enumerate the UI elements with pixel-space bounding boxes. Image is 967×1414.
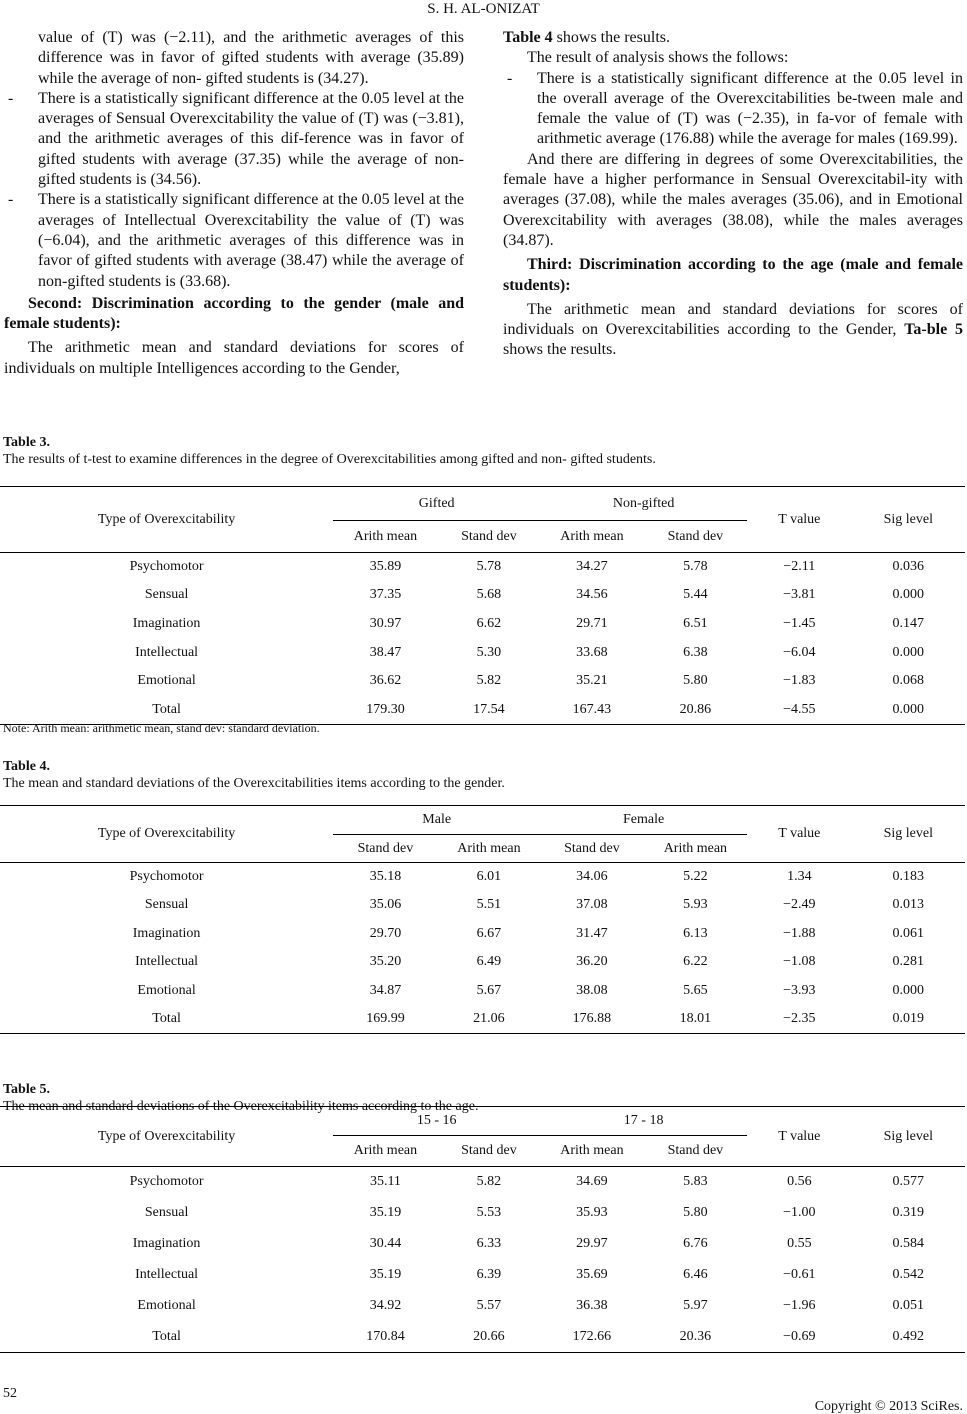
- subheader: Arith mean: [560, 528, 624, 544]
- type-header: Type of Overexcitability: [97, 1128, 236, 1144]
- cell: 37.35: [369, 587, 402, 603]
- cell: 20.66: [473, 1328, 505, 1344]
- cell: 36.62: [369, 673, 402, 689]
- row-label: Total: [152, 1011, 181, 1026]
- cell: 167.43: [572, 701, 612, 717]
- group-header: Female: [540, 806, 747, 835]
- bullet-item: [4, 89, 464, 190]
- cell: 5.22: [683, 869, 708, 884]
- row-label: Imagination: [132, 925, 201, 941]
- cell: 35.06: [369, 897, 402, 913]
- row-label: Sensual: [144, 897, 189, 913]
- subheader: Arith mean: [457, 840, 521, 856]
- cell: 0.019: [892, 1011, 925, 1026]
- cell: 0.068: [892, 673, 925, 689]
- cell: 35.20: [369, 954, 402, 970]
- table-label: Table 4.: [3, 759, 50, 774]
- table-row: [0, 638, 965, 667]
- cell: 5.93: [683, 897, 708, 913]
- right-column: [503, 28, 963, 361]
- cell: 0.281: [892, 954, 925, 970]
- cell: 0.577: [892, 1174, 925, 1190]
- row-label: Intellectual: [135, 644, 199, 660]
- cell: 5.78: [683, 559, 708, 575]
- t-value-header: T value: [778, 826, 821, 841]
- cell: 34.92: [369, 1298, 402, 1313]
- cell: 6.33: [476, 1236, 502, 1251]
- t-value-header: T value: [778, 1128, 821, 1144]
- cell: 6.39: [476, 1267, 502, 1282]
- table-row: [0, 863, 965, 892]
- row-label: Sensual: [144, 587, 189, 603]
- cell: −1.83: [783, 673, 816, 689]
- section-heading: [4, 294, 464, 335]
- table-row: [0, 1198, 965, 1229]
- cell: 34.87: [369, 982, 402, 998]
- cell: 34.69: [576, 1174, 608, 1190]
- table-row: [0, 610, 965, 639]
- paragraph: [503, 300, 963, 361]
- cell: 6.46: [683, 1267, 708, 1282]
- table-label: Table 3.: [3, 435, 50, 450]
- group-header: Gifted: [333, 487, 540, 521]
- bullet-text: There is a statistically significant difference at the 0.05 level in the overall average of the Overexcitabilities be-tween male and female the value of (T) was (−2.35), in fa-vor of female with arithmetic average (176.88) while the average for males (169.99).: [537, 69, 963, 148]
- dash: -: [507, 69, 513, 87]
- cell: 0.000: [892, 644, 925, 660]
- cell: 17.54: [473, 701, 505, 717]
- cell: 29.97: [576, 1236, 608, 1251]
- header-row: [0, 1107, 965, 1136]
- heading-text: Second: Discrimination according to the gender (male and female students):: [4, 294, 464, 333]
- table-caption-text: The mean and standard deviations of the Overexcitability items according to the age.: [3, 1099, 479, 1114]
- subheader: Arith mean: [663, 840, 728, 856]
- cell: −0.61: [783, 1267, 816, 1282]
- cell: 6.76: [683, 1236, 708, 1251]
- cell: −2.11: [783, 559, 816, 575]
- cell: −1.88: [783, 925, 816, 941]
- copyright: Copyright © 2013 SciRes.: [814, 1399, 963, 1414]
- cell: 6.22: [683, 954, 708, 970]
- text: shows the results.: [552, 29, 670, 46]
- t-value-header: T value: [778, 511, 821, 527]
- table-caption: [3, 758, 505, 792]
- cell: 38.47: [369, 644, 402, 660]
- cell: 34.06: [576, 869, 608, 884]
- cell: 5.80: [683, 673, 708, 689]
- cell: 35.21: [576, 673, 608, 689]
- cell: 0.492: [892, 1328, 925, 1344]
- cell: 5.68: [476, 587, 502, 603]
- cell: 176.88: [572, 1011, 612, 1026]
- cell: −1.00: [783, 1205, 816, 1220]
- table-5: [0, 1106, 965, 1353]
- section-heading: [503, 255, 963, 296]
- heading-text: Third: Discrimination according to the age (male and female students):: [503, 256, 963, 294]
- cell: 37.08: [576, 897, 608, 913]
- cell: 33.68: [576, 644, 608, 660]
- table-row: [0, 920, 965, 949]
- cell: 5.44: [683, 587, 708, 603]
- cell: 36.38: [576, 1298, 608, 1313]
- table-row: [0, 1167, 965, 1198]
- cell: 5.82: [476, 1174, 502, 1190]
- table-row: [0, 1322, 965, 1353]
- row-label: Emotional: [137, 673, 196, 689]
- bullet-text: There is a statistically significant difference at the 0.05 level at the averages of Sensual Overexcitability the value of (T) was (−3.81), and the arithmetic averages of this dif-ference was in favor of gifted students with average (37.35) while the average of non-gifted students is (34.56).: [38, 89, 464, 189]
- cell: 35.19: [369, 1205, 402, 1220]
- cell: 5.65: [683, 982, 708, 998]
- header-row: [0, 806, 965, 835]
- cell: 0.000: [892, 982, 925, 998]
- row-label: Sensual: [144, 1205, 189, 1220]
- paragraph: [503, 28, 963, 48]
- cell: 31.47: [576, 925, 608, 941]
- cell: 0.584: [892, 1236, 925, 1251]
- cell: 169.99: [366, 1011, 405, 1026]
- cell: −6.04: [783, 644, 816, 660]
- subheader: Arith mean: [353, 528, 418, 544]
- cell: 20.86: [679, 701, 712, 717]
- cell: 0.000: [892, 587, 925, 603]
- row-label: Emotional: [137, 982, 196, 998]
- cell: 5.67: [476, 982, 502, 998]
- cell: 30.97: [369, 615, 402, 631]
- subheader: Stand dev: [667, 1143, 724, 1158]
- cell: 179.30: [366, 701, 405, 717]
- cell: 0.036: [892, 559, 925, 575]
- table-caption-text: The mean and standard deviations of the Overexcitabilities items according to the gender.: [3, 776, 505, 791]
- cell: 170.84: [366, 1328, 405, 1344]
- cell: 18.01: [679, 1011, 712, 1026]
- table-row: [0, 1229, 965, 1260]
- table-row: [0, 1005, 965, 1034]
- dash: -: [8, 89, 14, 107]
- cell: −0.69: [783, 1328, 816, 1344]
- bullet-item: [503, 69, 963, 150]
- cell: 0.319: [892, 1205, 925, 1220]
- table-row: [0, 553, 965, 582]
- cell: −2.49: [783, 897, 816, 913]
- cell: −4.55: [783, 701, 816, 717]
- cell: 172.66: [572, 1328, 612, 1344]
- cell: 0.000: [892, 701, 925, 717]
- cell: 0.147: [892, 615, 925, 631]
- cell: 5.82: [476, 673, 502, 689]
- subheader: Stand dev: [667, 528, 724, 544]
- table-label: Table 5.: [3, 1082, 50, 1097]
- cell: −1.45: [783, 615, 816, 631]
- row-label: Imagination: [132, 615, 201, 631]
- row-label: Emotional: [137, 1298, 196, 1313]
- cell: −1.96: [783, 1298, 816, 1313]
- cell: 1.34: [787, 869, 812, 884]
- subheader: Arith mean: [353, 1143, 418, 1158]
- bullet-item: [4, 190, 464, 291]
- table-caption: [3, 434, 656, 468]
- page-number: 52: [3, 1386, 17, 1401]
- cell: 0.013: [892, 897, 925, 913]
- table-3: [0, 486, 965, 725]
- cell: 34.56: [576, 587, 608, 603]
- row-label: Total: [152, 701, 181, 717]
- cell: 35.11: [369, 1174, 401, 1190]
- cell: 6.01: [476, 869, 502, 884]
- sig-level-header: Sig level: [883, 511, 933, 527]
- cell: 38.08: [576, 982, 608, 998]
- group-header: Male: [333, 806, 540, 835]
- cell: 6.67: [476, 925, 502, 941]
- subheader: Stand dev: [357, 840, 414, 856]
- cell: 36.20: [576, 954, 608, 970]
- table-row: [0, 581, 965, 610]
- table-row: [0, 948, 965, 977]
- dash: -: [8, 191, 14, 209]
- subheader: Stand dev: [461, 1143, 517, 1158]
- sig-level-header: Sig level: [883, 1128, 933, 1144]
- type-header: Type of Overexcitability: [97, 826, 236, 841]
- cell: 6.62: [476, 615, 502, 631]
- bullet-text: There is a statistically significant difference at the 0.05 level at the averages of Intellectual Overexcitability the value of (T) was (−6.04), and the arithmetic averages of this difference was in favor of gifted students with average (38.47) while the average of non-gifted students is (33.68).: [38, 191, 464, 290]
- cell: 0.542: [892, 1267, 925, 1282]
- cell: 5.80: [683, 1205, 708, 1220]
- row-label: Total: [152, 1328, 181, 1344]
- table-row: [0, 1260, 965, 1291]
- cell: 6.51: [683, 615, 708, 631]
- cell: 34.27: [576, 559, 608, 575]
- cell: 0.56: [787, 1174, 812, 1190]
- cell: 30.44: [369, 1236, 402, 1251]
- cell: 29.71: [576, 615, 608, 631]
- cell: −1.08: [783, 954, 816, 970]
- text: shows the results.: [503, 341, 617, 359]
- cell: 20.36: [679, 1328, 712, 1344]
- table-row: [0, 1291, 965, 1322]
- table-row: [0, 977, 965, 1006]
- cell: −2.35: [783, 1011, 816, 1026]
- row-label: Psychomotor: [129, 1174, 204, 1190]
- cell: 0.061: [892, 925, 925, 941]
- cell: −3.93: [783, 982, 816, 998]
- cell: 6.13: [683, 925, 708, 941]
- cell: 6.49: [476, 954, 502, 970]
- cell: 35.69: [576, 1267, 608, 1282]
- header-row: [0, 487, 965, 521]
- table-ref: Ta-ble 5: [904, 321, 963, 339]
- row-label: Intellectual: [135, 1267, 199, 1282]
- cell: 35.93: [576, 1205, 608, 1220]
- cell: 35.19: [369, 1267, 402, 1282]
- cell: 5.78: [476, 559, 502, 575]
- cell: 21.06: [473, 1011, 505, 1026]
- row-label: Psychomotor: [129, 559, 204, 575]
- paragraph: And there are differing in degrees of some Overexcitabilities, the female have a higher performance in Sensual Overexcitabil-ity with averages (37.08), while the males averages (35.06), and in Emotional Overexcitability with averages (38.08), while the males averages (34.87).: [503, 150, 963, 249]
- cell: 0.051: [892, 1298, 925, 1313]
- row-label: Psychomotor: [129, 869, 204, 884]
- cell: 5.83: [683, 1174, 708, 1190]
- subheader: Stand dev: [461, 528, 517, 544]
- subheader: Stand dev: [564, 840, 620, 856]
- table-row: [0, 667, 965, 696]
- subheader: Arith mean: [560, 1143, 624, 1158]
- group-header: 15 - 16: [333, 1107, 540, 1136]
- row-label: Intellectual: [135, 954, 199, 970]
- running-header: S. H. AL-ONIZAT: [427, 1, 540, 17]
- table-note: Note: Arith mean: arithmetic mean, stand dev: standard deviation.: [3, 721, 320, 735]
- paragraph: value of (T) was (−2.11), and the arithmetic averages of this difference was in favor of gifted students with average (35.89) while the average of non- gifted students is (34.27).: [38, 29, 464, 87]
- text: The arithmetic mean and standard deviations for scores of individuals on Overexcitabilities according to the Gender,: [503, 300, 963, 339]
- cell: 35.18: [369, 869, 402, 884]
- cell: 5.57: [476, 1298, 502, 1313]
- cell: 35.89: [369, 559, 402, 575]
- type-header: Type of Overexcitability: [97, 511, 236, 527]
- cell: 5.97: [683, 1298, 708, 1313]
- table-4: [0, 805, 965, 1034]
- cell: 5.51: [476, 897, 502, 913]
- cell: 0.183: [892, 869, 925, 884]
- cell: 5.30: [476, 644, 502, 660]
- table-caption-text: The results of t-test to examine differences in the degree of Overexcitabilities among gifted and non- gifted students.: [3, 452, 656, 467]
- table-row: [0, 695, 965, 724]
- sig-level-header: Sig level: [883, 826, 933, 841]
- cell: 0.55: [787, 1236, 812, 1251]
- cell: −3.81: [783, 587, 816, 603]
- paragraph: The result of analysis shows the follows:: [527, 49, 789, 67]
- table-ref: Table 4: [503, 29, 553, 46]
- cell: 6.38: [683, 644, 708, 660]
- table-row: [0, 891, 965, 920]
- group-header: Non-gifted: [540, 487, 747, 521]
- row-label: Imagination: [132, 1236, 201, 1251]
- cell: 29.70: [369, 925, 402, 941]
- paragraph: The arithmetic mean and standard deviations for scores of individuals on multiple Intelligences according to the Gender,: [4, 339, 464, 377]
- left-column: [4, 28, 464, 379]
- group-header: 17 - 18: [540, 1107, 747, 1136]
- cell: 5.53: [476, 1205, 502, 1220]
